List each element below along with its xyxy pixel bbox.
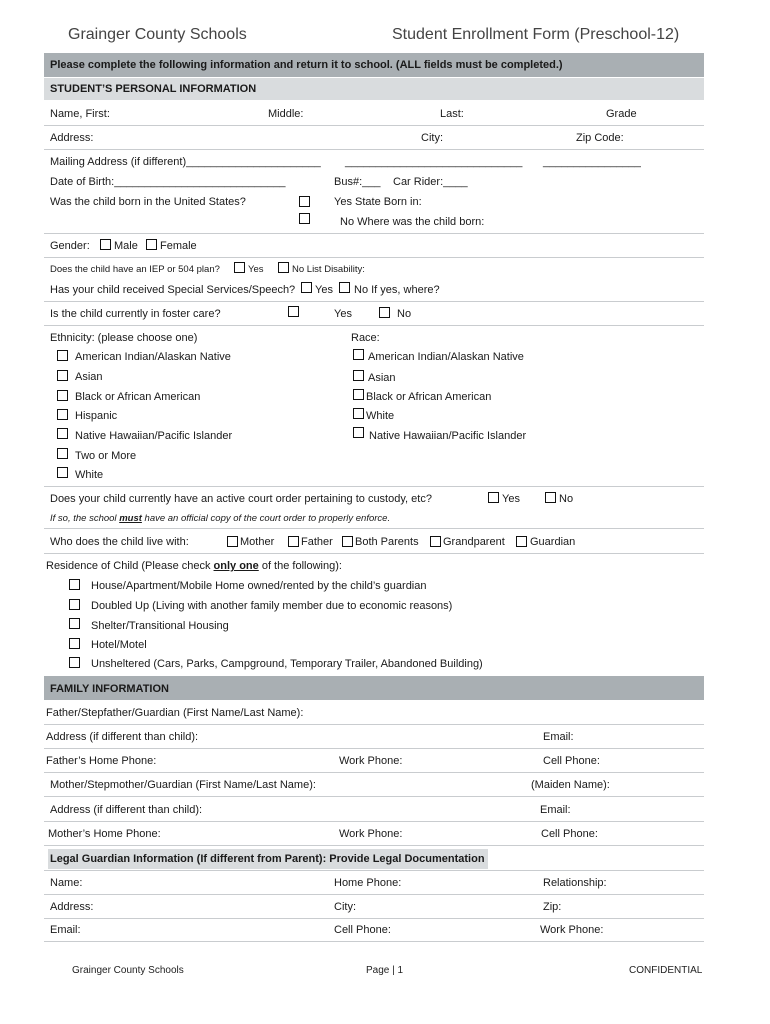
divider	[44, 149, 704, 150]
residence-checkbox[interactable]	[69, 579, 80, 590]
race-checkbox[interactable]	[353, 349, 364, 360]
divider	[44, 125, 704, 126]
iep-no-checkbox[interactable]	[278, 262, 289, 273]
mother-name-label: Mother/Stepmother/Guardian (First Name/Last Name):	[50, 779, 316, 791]
ethnicity-option: Two or More	[75, 450, 137, 462]
ethnicity-option: Native Hawaiian/Pacific Islander	[75, 430, 233, 442]
car-rider-label: Car Rider:____	[393, 176, 468, 188]
residence-checkbox[interactable]	[69, 657, 80, 668]
divider	[44, 894, 704, 895]
mother-email-label: Email:	[540, 804, 571, 816]
iep-question: Does the child have an IEP or 504 plan?	[50, 264, 220, 275]
foster-no-label: No	[397, 308, 412, 320]
city-label: City:	[421, 132, 443, 144]
last-name-label: Last:	[440, 108, 464, 120]
bus-label: Bus#:___	[334, 176, 381, 188]
gender-female-label: Female	[160, 240, 197, 252]
race-option: American Indian/Alaskan Native	[368, 351, 524, 363]
lives-with-checkbox[interactable]	[342, 536, 353, 547]
born-us-yes-label: Yes State Born in:	[334, 196, 422, 208]
school-name: Grainger County Schools	[68, 26, 247, 43]
father-email-label: Email:	[543, 731, 574, 743]
race-option: Native Hawaiian/Pacific Islander	[369, 430, 527, 442]
ethnicity-checkbox[interactable]	[57, 409, 68, 420]
divider	[44, 325, 704, 326]
foster-no-checkbox[interactable]	[379, 307, 390, 318]
maiden-name-label: (Maiden Name):	[531, 779, 610, 791]
residence-option: Unsheltered (Cars, Parks, Campground, Temporary Trailer, Abandoned Building)	[91, 658, 483, 670]
ethnicity-option: Asian	[75, 371, 103, 383]
legal-section-title: Legal Guardian Information (If different from Parent): Provide Legal Documentation	[50, 853, 485, 865]
foster-yes-checkbox[interactable]	[288, 306, 299, 317]
special-services-question: Has your child received Special Services/Speech?	[50, 284, 296, 296]
born-us-yes-checkbox[interactable]	[299, 196, 310, 207]
court-note	[50, 512, 390, 526]
legal-zip-label: Zip:	[543, 901, 562, 913]
middle-name-label: Middle:	[268, 108, 304, 120]
legal-cell-phone-label: Cell Phone:	[334, 924, 391, 936]
lives-with-option: Mother	[240, 536, 275, 548]
mother-home-phone-label: Mother’s Home Phone:	[48, 828, 161, 840]
born-us-no-checkbox[interactable]	[299, 213, 310, 224]
divider	[44, 845, 704, 846]
residence-option: Doubled Up (Living with another family member due to economic reasons)	[91, 600, 453, 612]
father-address-label: Address (if different than child):	[46, 731, 199, 743]
lives-with-checkbox[interactable]	[288, 536, 299, 547]
divider	[44, 918, 704, 919]
mailing-zip-line: ________________	[543, 156, 641, 168]
divider	[44, 748, 704, 749]
address-label: Address:	[50, 132, 94, 144]
iep-yes-checkbox[interactable]	[234, 262, 245, 273]
divider	[44, 233, 704, 234]
divider	[44, 553, 704, 554]
divider	[44, 257, 704, 258]
race-checkbox[interactable]	[353, 370, 364, 381]
legal-city-label: City:	[334, 901, 356, 913]
ethnicity-label: Ethnicity: (please choose one)	[50, 332, 198, 344]
divider	[44, 772, 704, 773]
race-option: Asian	[368, 372, 396, 384]
race-option: Black or African American	[366, 391, 492, 403]
gender-label: Gender:	[50, 240, 90, 252]
lives-with-option: Guardian	[530, 536, 576, 548]
lives-with-option: Grandparent	[443, 536, 505, 548]
divider	[44, 941, 704, 942]
lives-with-label: Who does the child live with:	[50, 536, 189, 548]
lives-with-checkbox[interactable]	[227, 536, 238, 547]
gender-male-checkbox[interactable]	[100, 239, 111, 250]
mailing-city-line: _____________________________	[345, 156, 523, 168]
residence-option: House/Apartment/Mobile Home owned/rented by the child’s guardian	[91, 580, 427, 592]
race-option: White	[366, 410, 395, 422]
residence-label	[46, 559, 342, 573]
mother-address-label: Address (if different than child):	[50, 804, 203, 816]
race-label: Race:	[351, 332, 380, 344]
mailing-address-label: Mailing Address (if different)______________________	[50, 156, 321, 168]
father-name-label: Father/Stepfather/Guardian (First Name/Last Name):	[46, 707, 304, 719]
grade-label: Grade	[606, 108, 637, 120]
court-note-emphasis: must	[119, 513, 142, 524]
iep-yes-label: Yes	[248, 264, 264, 275]
foster-yes-label: Yes	[334, 308, 352, 320]
first-name-label: Name, First:	[50, 108, 110, 120]
divider	[44, 486, 704, 487]
residence-emphasis: only one	[213, 560, 259, 572]
gender-male-label: Male	[114, 240, 138, 252]
ethnicity-option: American Indian/Alaskan Native	[75, 351, 231, 363]
ethnicity-checkbox[interactable]	[57, 390, 68, 401]
lives-with-option: Father	[301, 536, 333, 548]
divider	[44, 796, 704, 797]
born-us-no-label: No Where was the child born:	[340, 216, 485, 228]
legal-home-phone-label: Home Phone:	[334, 877, 402, 889]
footer-page-number: Page | 1	[366, 965, 404, 976]
born-us-question: Was the child born in the United States?	[50, 196, 246, 208]
residence-checkbox[interactable]	[69, 638, 80, 649]
gender-female-checkbox[interactable]	[146, 239, 157, 250]
residence-text: of the following):	[258, 560, 342, 572]
court-no-label: No	[559, 493, 574, 505]
divider	[44, 528, 704, 529]
residence-text: Residence of Child (Please check	[46, 560, 214, 572]
divider	[44, 724, 704, 725]
zip-label: Zip Code:	[576, 132, 624, 144]
instructions-text: Please complete the following information and return it to school. (ALL fields must be completed.)	[50, 59, 563, 71]
legal-address-label: Address:	[50, 901, 94, 913]
ethnicity-checkbox[interactable]	[57, 370, 68, 381]
lives-with-checkbox[interactable]	[430, 536, 441, 547]
father-work-phone-label: Work Phone:	[339, 755, 403, 767]
lives-with-checkbox[interactable]	[516, 536, 527, 547]
court-yes-checkbox[interactable]	[488, 492, 499, 503]
father-home-phone-label: Father’s Home Phone:	[46, 755, 157, 767]
special-yes-checkbox[interactable]	[301, 282, 312, 293]
race-checkbox[interactable]	[353, 427, 364, 438]
family-section-title: FAMILY INFORMATION	[50, 683, 169, 695]
footer-confidential: CONFIDENTIAL	[629, 965, 703, 976]
court-no-checkbox[interactable]	[545, 492, 556, 503]
ethnicity-checkbox[interactable]	[57, 428, 68, 439]
special-no-label: No If yes, where?	[354, 284, 440, 296]
court-note-text: have an official copy of the court order to properly enforce.	[141, 513, 391, 524]
special-no-checkbox[interactable]	[339, 282, 350, 293]
footer-school: Grainger County Schools	[72, 965, 184, 976]
personal-section-title: STUDENT’S PERSONAL INFORMATION	[50, 83, 257, 95]
mother-cell-phone-label: Cell Phone:	[541, 828, 598, 840]
ethnicity-checkbox[interactable]	[57, 448, 68, 459]
court-yes-label: Yes	[502, 493, 520, 505]
residence-option: Shelter/Transitional Housing	[91, 620, 229, 632]
race-checkbox[interactable]	[353, 408, 364, 419]
legal-work-phone-label: Work Phone:	[540, 924, 604, 936]
ethnicity-option: Black or African American	[75, 391, 201, 403]
residence-checkbox[interactable]	[69, 599, 80, 610]
legal-name-label: Name:	[50, 877, 83, 889]
ethnicity-option: White	[75, 469, 104, 481]
legal-relationship-label: Relationship:	[543, 877, 607, 889]
foster-question: Is the child currently in foster care?	[50, 308, 221, 320]
legal-email-label: Email:	[50, 924, 81, 936]
race-checkbox[interactable]	[353, 389, 364, 400]
mother-work-phone-label: Work Phone:	[339, 828, 403, 840]
residence-option: Hotel/Motel	[91, 639, 147, 651]
residence-checkbox[interactable]	[69, 618, 80, 629]
special-yes-label: Yes	[315, 284, 333, 296]
divider	[44, 870, 704, 871]
ethnicity-checkbox[interactable]	[57, 350, 68, 361]
form-title: Student Enrollment Form (Preschool-12)	[392, 26, 680, 43]
father-cell-phone-label: Cell Phone:	[543, 755, 600, 767]
iep-no-label: No List Disability:	[292, 264, 365, 275]
court-order-question: Does your child currently have an active court order pertaining to custody, etc?	[50, 493, 432, 505]
lives-with-option: Both Parents	[355, 536, 419, 548]
divider	[44, 821, 704, 822]
ethnicity-checkbox[interactable]	[57, 467, 68, 478]
ethnicity-option: Hispanic	[75, 410, 118, 422]
dob-label: Date of Birth:____________________________	[50, 176, 286, 188]
divider	[44, 301, 704, 302]
court-note-text: If so, the school	[50, 513, 120, 524]
